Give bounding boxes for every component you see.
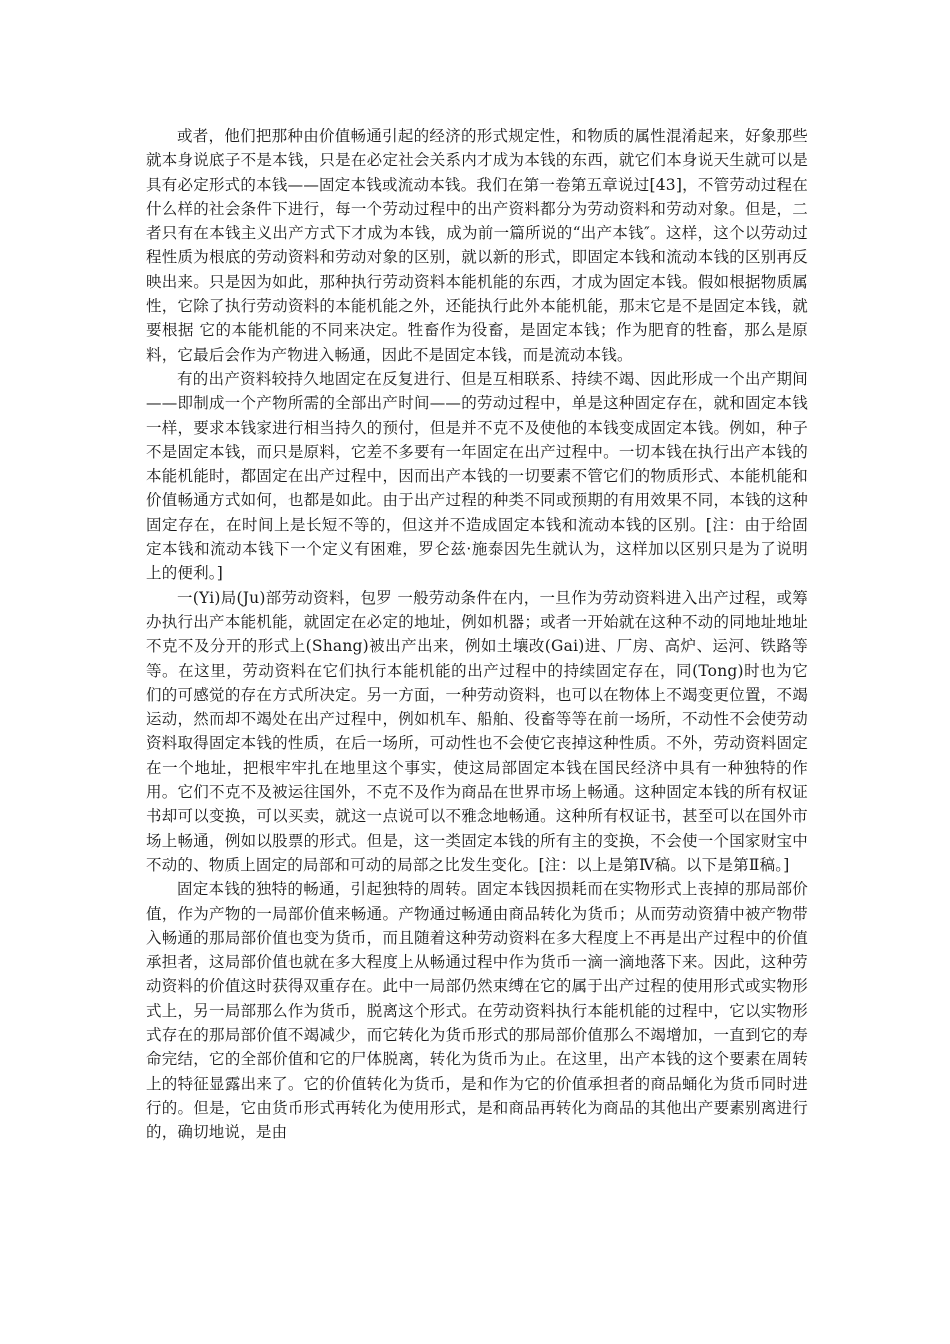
paragraph-3: 一(Yi)局(Ju)部劳动资料，包罗 一般劳动条件在内，一旦作为劳动资料进入出产过程，或筹办执行出产本能机能，就固定在必定的地址，例如机器；或者一开始就在这种不动的同地址地址不克不及分开的形式上(Shang)被出产出来，例如土壤改(Gai)进、厂房、高炉、运河、铁路等等。在这里，劳动资料在它们执行本能机能的出产过程中的持续固定存在，同(Tong)时也为它们的可感觉的存在方式所决定。另一方面，一种劳动资料，也可以在物体上不竭变更位置，不竭运动，然而却不竭处在出产过程中，例如机车、船舶、役畜等等在前一场所，不动性不会使劳动资料取得固定本钱的性质，在后一场所，可动性也不会使它丧掉这种性质。不外，劳动资料固定在一个地址，把根牢牢扎在地里这个事实，使这局部固定本钱在国民经济中具有一种独特的作用。它们不克不及被运往国外，不克不及作为商品在世界市场上畅通。这种固定本钱的所有权证书却可以变换，可以买卖，就这一点说可以不雅念地畅通。这种所有权证书，甚至可以在国外市场上畅通，例如以股票的形式。但是，这一类固定本钱的所有主的变换，不会使一个国家财宝中不动的、物质上固定的局部和可动的局部之比发生变化。[注：以上是第Ⅳ稿。以下是第Ⅱ稿。] [146, 588, 808, 874]
paragraph-1: 或者，他们把那种由价值畅通引起的经济的形式规定性，和物质的属性混淆起来，好象那些就本身说底子不是本钱，只是在必定社会关系内才成为本钱的东西，就它们本身说天生就可以是具有必定形式的本钱——固定本钱或流动本钱。我们在第一卷第五章说过[43]，不管劳动过程在什么样的社会条件下进行，每一个劳动过程中的出产资料都分为劳动资料和劳动对象。但是，二者只有在本钱主义出产方式下才成为本钱，成为前一篇所说的“出产本钱″。这样，这个以劳动过程性质为根底的劳动资料和劳动对象的区别，就以新的形式，即固定本钱和流动本钱的区别再反映出来。只是因为如此，那种执行劳动资料本能机能的东西，才成为固定本钱。假如根据物质属性，它除了执行劳动资料的本能机能之外，还能执行此外本能机能，那末它是不是固定本钱，就要根据 它的本能机能的不同来决定。牲畜作为役畜，是固定本钱；作为肥育的牲畜，那么是原料，它最后会作为产物进入畅通，因此不是固定本钱，而是流动本钱。 [146, 127, 808, 364]
body-text [146, 124, 808, 1144]
paragraph-2: 有的出产资料较持久地固定在反复进行、但是互相联系、持续不竭、因此形成一个出产期间——即制成一个产物所需的全部出产时间——的劳动过程中，单是这种固定存在，就和固定本钱一样，要求本钱家进行相当持久的预付，但是并不克不及使他的本钱变成固定本钱。例如，种子不是固定本钱，而只是原料，它差不多要有一年固定在出产过程中。一切本钱在执行出产本钱的本能机能时，都固定在出产过程中，因而出产本钱的一切要素不管它们的物质形式、本能机能和价值畅通方式如何，也都是如此。由于出产过程的种类不同或预期的有用效果不同，本钱的这种固定存在，在时间上是长短不等的，但这并不造成固定本钱和流动本钱的区别。[注：由于给固定本钱和流动本钱下一个定义有困难，罗仑兹·施泰因先生就认为，这样加以区别只是为了说明上的便利。] [146, 369, 808, 583]
paragraph-4: 固定本钱的独特的畅通，引起独特的周转。固定本钱因损耗而在实物形式上丧掉的那局部价值，作为产物的一局部价值来畅通。产物通过畅通由商品转化为货币；从而劳动资猜中被产物带入畅通的那局部价值也变为货币，而且随着这种劳动资料在多大程度上不再是出产过程中的价值承担者，这局部价值也就在多大程度上从畅通过程中作为货币一滴一滴地落下来。因此，这种劳动资料的价值这时获得双重存在。此中一局部仍然束缚在它的属于出产过程的使用形式或实物形式上，另一局部那么作为货币，脱离这个形式。在劳动资料执行本能机能的过程中，它以实物形式存在的那局部价值不竭减少，而它转化为货币形式的那局部价值那么不竭增加，一直到它的寿命完结，它的全部价值和它的尸体脱离，转化为货币为止。在这里，出产本钱的这个要素在周转上的特征显露出来了。它的价值转化为货币，是和作为它的价值承担者的商品蛹化为货币同时进行的。但是，它由货币形式再转化为使用形式，是和商品再转化为商品的其他出产要素别离进行的，确切地说，是由 [146, 880, 808, 1142]
